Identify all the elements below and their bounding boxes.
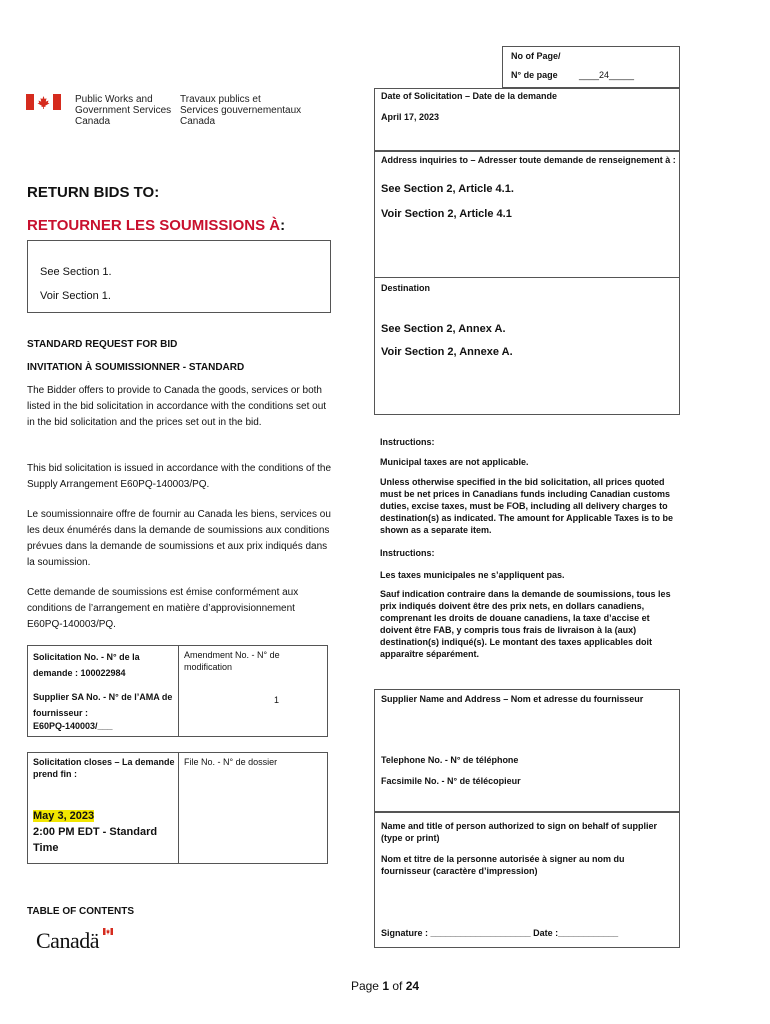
logo-line-en: Canada xyxy=(75,116,111,127)
solicitation-table xyxy=(27,645,328,737)
standard-request-title-fr: INVITATION À SOUMISSIONNER - STANDARD xyxy=(27,362,245,373)
logo-line-en: Government Services xyxy=(75,105,172,116)
amendment-value: 1 xyxy=(274,695,280,705)
solicitation-closes-label: Solicitation closes – La demande prend fin : xyxy=(33,757,175,779)
arrangement-paragraph: Cette demande de soumissions est émise conformément aux conditions de l’arrangement en matière d’approvisionnement E60PQ-140003/PQ. xyxy=(27,587,299,630)
solicitation-number: Solicitation No. - N° de la demande : 100022984 xyxy=(33,652,140,678)
return-bids-title-fr: RETOURNER LES SOUMISSIONS À xyxy=(27,217,281,234)
amendment-number-label: Amendment No. - N° de modification xyxy=(184,650,280,672)
offre-paragraph: Le soumissionnaire offre de fournir au Canada les biens, services ou les deux énumérés dans la demande de soumissions aux conditions prévues dans la demande de soumissions et aux prix indiqués dans la soumission. xyxy=(27,509,331,568)
pages-label-en: No of Page/ xyxy=(511,51,561,61)
destination-see-annex: See Section 2, Annex A. xyxy=(381,323,506,335)
instructions-label-en: Instructions: xyxy=(380,437,435,447)
instructions-body-en: Unless otherwise specified in the bid solicitation, all prices quoted must be net prices in Canadians funds including Canadian customs duties, excise taxes, must be FOB, including all delivery charges to destination(s) as indicated. The amount for Applicable Taxes is to be shown as a separate item. xyxy=(380,477,674,535)
logo-line-fr: Travaux publics et xyxy=(180,94,261,105)
date-label: Date of Solicitation – Date de la demande xyxy=(381,91,558,101)
supplier-box xyxy=(374,689,680,812)
page-footer-prefix: Page xyxy=(350,979,383,993)
wordmark-flag-icon xyxy=(103,928,113,935)
table-divider xyxy=(178,646,179,736)
return-bids-title: RETURN BIDS TO: xyxy=(27,184,160,201)
pages-value: ____24_____ xyxy=(579,70,635,80)
municipal-taxes-en: Municipal taxes are not applicable. xyxy=(380,457,529,467)
instructions-label-fr: Instructions: xyxy=(380,548,435,558)
date-value: April 17, 2023 xyxy=(381,112,440,122)
facsimile-label: Facsimile No. - N° de télécopieur xyxy=(381,776,521,786)
department-name-en xyxy=(75,94,171,127)
supplier-sa-value: E60PQ-140003/___ xyxy=(33,721,113,731)
table-divider xyxy=(178,753,179,863)
logo-line-fr: Canada xyxy=(180,116,216,127)
logo-line-en: Public Works and xyxy=(75,94,153,105)
file-number-label: File No. - N° de dossier xyxy=(184,757,278,767)
address-inquiries-box xyxy=(374,151,680,278)
department-name-fr xyxy=(180,94,301,127)
logo-line-fr: Services gouvernementaux xyxy=(180,105,302,116)
canada-wordmark: Canadä xyxy=(36,928,99,953)
telephone-label: Telephone No. - N° de téléphone xyxy=(381,755,519,765)
return-bids-title-fr-wrapper xyxy=(27,217,285,235)
page-footer xyxy=(0,979,770,993)
municipal-taxes-fr: Les taxes municipales ne s’appliquent pas. xyxy=(380,570,565,580)
return-bids-see-section: See Section 1. xyxy=(40,266,112,278)
bidder-offer-paragraph: The Bidder offers to provide to Canada the goods, services or both listed in the bid solicitation in accordance with the conditions set out in the bid solicitation and the prices set out in the bid. xyxy=(27,385,327,428)
destination-label: Destination xyxy=(381,283,431,293)
return-bids-voir-section: Voir Section 1. xyxy=(40,290,111,302)
authorized-person-label-en: Name and title of person authorized to sign on behalf of supplier (type or print) xyxy=(381,821,658,843)
page-current: 1 xyxy=(382,979,389,993)
destination-box xyxy=(374,277,680,415)
closing-time-zone: Time xyxy=(33,842,59,854)
table-of-contents-label[interactable]: TABLE OF CONTENTS xyxy=(27,906,135,917)
number-of-pages-box xyxy=(502,46,680,88)
closing-time: 2:00 PM EDT - Standard xyxy=(33,826,158,838)
return-bids-box xyxy=(27,240,331,313)
page-footer-of: of xyxy=(389,979,406,993)
authorized-person-label-fr: Nom et titre de la personne autorisée à signer au nom du fournisseur (caractère d’impression) xyxy=(381,854,625,876)
page-total: 24 xyxy=(405,979,420,993)
signature-box xyxy=(374,812,680,948)
instructions-body-fr: Sauf indication contraire dans la demande de soumissions, tous les prix indiqués doivent être des prix nets, en dollars canadiens, comprenant les droits de douane canadiens, la taxe d’accise et doivent être FAB, y compris tous frais de livraison à la (aux) destination(s) indiqué(s). Le montant des taxes applicables doit apparaître séparément. xyxy=(380,589,671,659)
signature-date-line: Signature : ____________________ Date :____________ xyxy=(381,928,619,938)
return-bids-colon: : xyxy=(280,217,286,234)
date-of-solicitation-box xyxy=(374,88,680,151)
destination-voir-annexe: Voir Section 2, Annexe A. xyxy=(381,346,513,358)
pages-label-fr: N° de page xyxy=(511,70,558,80)
closing-date: May 3, 2023 xyxy=(33,810,95,822)
address-voir-section: Voir Section 2, Article 4.1 xyxy=(381,208,512,220)
standard-request-title: STANDARD REQUEST FOR BID xyxy=(27,339,178,350)
supplier-name-label: Supplier Name and Address – Nom et adresse du fournisseur xyxy=(381,694,644,704)
supply-arrangement-paragraph: This bid solicitation is issued in accordance with the conditions of the Supply Arrangement E60PQ-140003/PQ. xyxy=(27,463,332,490)
address-inquiries-label: Address inquiries to – Adresser toute demande de renseignement à : xyxy=(381,155,676,165)
canada-flag-icon xyxy=(26,94,61,110)
closing-table xyxy=(27,752,328,864)
address-see-section: See Section 2, Article 4.1. xyxy=(381,183,514,195)
supplier-sa-label: Supplier SA No. - N° de l’AMA de fournisseur : xyxy=(33,692,173,718)
